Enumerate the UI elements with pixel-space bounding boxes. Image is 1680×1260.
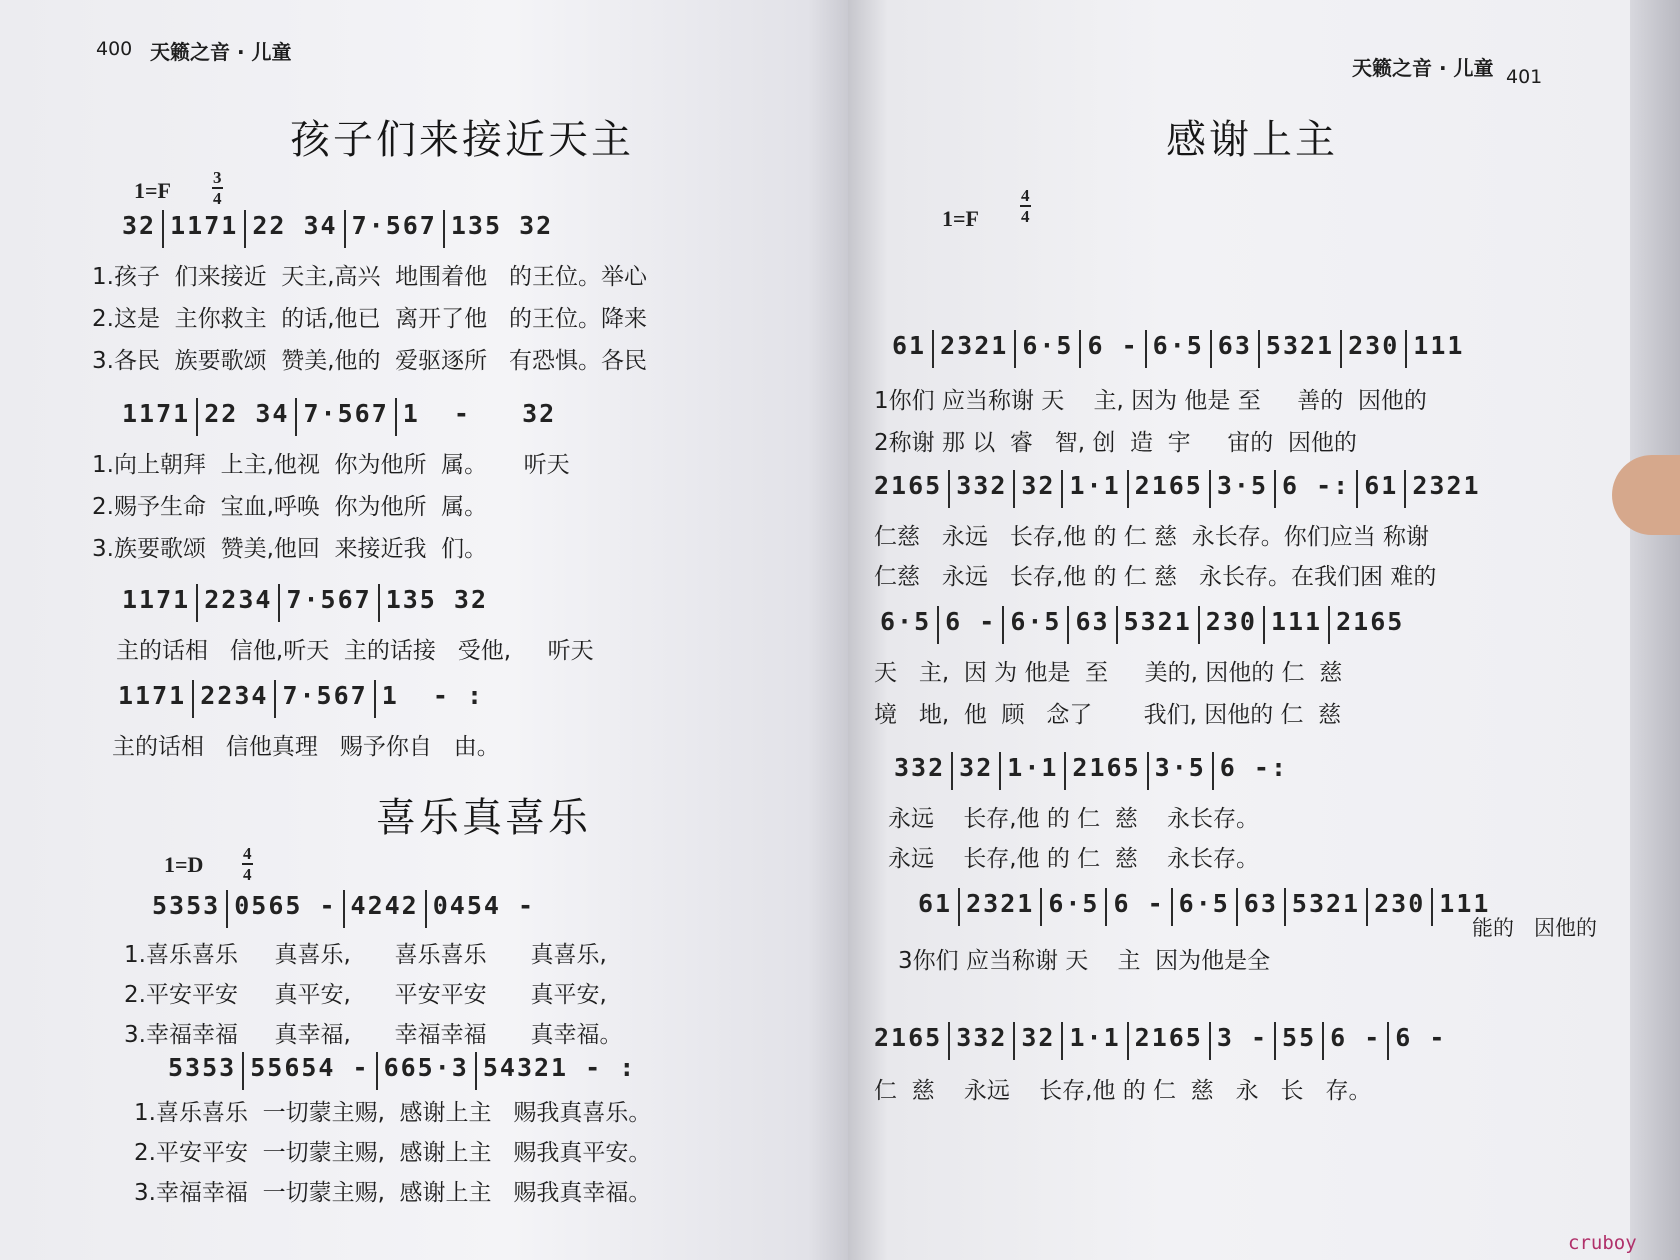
- lyric-line: 2.平安平安 真平安, 平安平安 真平安,: [124, 982, 607, 1008]
- song-title: 孩子们来接近天主: [290, 117, 634, 163]
- song-title: 感谢上主: [1166, 117, 1338, 163]
- lyric-line: 境 地, 他 顾 念了 我们, 因他的 仁 慈: [874, 702, 1342, 728]
- measure: 6·5: [1147, 330, 1212, 368]
- measure: 1·1: [1063, 470, 1128, 508]
- measure: 111: [1439, 889, 1491, 918]
- measure: 2165: [1066, 752, 1148, 790]
- notation-row-3: [874, 606, 1410, 646]
- measure: 3·5: [1149, 752, 1214, 790]
- time-signature: [212, 168, 223, 208]
- measure: 63: [1069, 606, 1117, 644]
- measure: 5321: [1260, 330, 1342, 368]
- measure: 2234: [194, 680, 276, 718]
- measure: 6 -: [939, 606, 1004, 644]
- measure: 63: [1212, 330, 1260, 368]
- measure: 1171: [112, 680, 194, 718]
- lyric-line: 主的话相 信他真理 赐予你自 由。: [112, 734, 500, 760]
- lyric-line: 永远 长存,他 的 仁 慈 永长存。: [888, 806, 1260, 832]
- notation-row-2: [868, 470, 1487, 510]
- watermark: cruboy: [1568, 1232, 1637, 1254]
- measure: 665·3: [378, 1052, 477, 1090]
- measure: 6·5: [1173, 888, 1238, 926]
- measure: 230: [1200, 606, 1265, 644]
- lyric-line: 永远 长存,他 的 仁 慈 永长存。: [888, 846, 1260, 872]
- measure: 6·5: [1042, 888, 1107, 926]
- measure: 0454 -: [432, 891, 536, 920]
- measure: 3·5: [1211, 470, 1276, 508]
- measure: 3 -: [1211, 1022, 1276, 1060]
- lyric-line: 天 主, 因 为 他是 至 美的, 因他的 仁 慈: [874, 660, 1343, 686]
- measure: 2165: [868, 1022, 950, 1060]
- notation-row-5: [912, 888, 1496, 928]
- lyric-line: 1.喜乐喜乐 真喜乐, 喜乐喜乐 真喜乐,: [124, 942, 607, 968]
- measure: 135 32: [385, 585, 489, 614]
- measure: 6 -: [1324, 1022, 1389, 1060]
- lyric-line: 1你们 应当称谢 天 主, 因为 他是 至 善的 因他的: [874, 388, 1427, 414]
- page-number-left: 400: [96, 38, 133, 60]
- lyric-line: 2.这是 主你救主 的话,他已 离开了他 的王位。降来: [92, 306, 648, 332]
- measure: 332: [950, 1022, 1015, 1060]
- key-signature: 1=F: [942, 206, 979, 231]
- key-signature: 1=F: [134, 178, 171, 203]
- measure: 1171: [116, 584, 198, 622]
- book-edge: [1630, 0, 1680, 1260]
- measure: 4242: [345, 890, 427, 928]
- lyric-line: 2.赐予生命 宝血,呼唤 你为他所 属。: [92, 494, 488, 520]
- measure: 54321 - :: [482, 1053, 637, 1082]
- notation-row-1: [116, 210, 559, 250]
- measure: 2165: [1129, 1022, 1211, 1060]
- right-page: [848, 0, 1648, 1260]
- lyric-line: 2称谢 那 以 睿 智, 创 造 宇 宙的 因他的: [874, 430, 1357, 456]
- measure: 7·567: [346, 210, 445, 248]
- lyric-line: 1.孩子 们来接近 天主,高兴 地围着他 的王位。举心: [92, 264, 648, 290]
- lyric-line: 3.各民 族要歌颂 赞美,他的 爱驱逐所 有恐惧。各民: [92, 348, 648, 374]
- measure: 111: [1413, 331, 1465, 360]
- time-top: 4: [1021, 186, 1030, 205]
- measure: 1·1: [1001, 752, 1066, 790]
- measure: 6 -: [1107, 888, 1172, 926]
- measure: 5321: [1286, 888, 1368, 926]
- lyric-line: 2.平安平安 一切蒙主赐, 感谢上主 赐我真平安。: [134, 1140, 652, 1166]
- time-top: 3: [213, 168, 222, 187]
- measure: 5321: [1118, 606, 1200, 644]
- notation-row-6: [162, 1052, 642, 1092]
- measure: 7·567: [297, 398, 396, 436]
- measure: 2321: [960, 888, 1042, 926]
- measure: 63: [1238, 888, 1286, 926]
- measure: 32: [953, 752, 1001, 790]
- measure: 1171: [116, 398, 198, 436]
- measure: 332: [888, 752, 953, 790]
- measure: 1 - :: [381, 681, 485, 710]
- measure: 2321: [1412, 471, 1481, 500]
- measure: 2165: [1129, 470, 1211, 508]
- lyric-line: 仁 慈 永远 长存,他 的 仁 慈 永 长 存。: [874, 1078, 1372, 1104]
- measure: 22 34: [198, 398, 297, 436]
- measure: 5353: [162, 1052, 244, 1090]
- measure: 1171: [164, 210, 246, 248]
- lyric-line: 仁慈 永远 长存,他 的 仁 慈 永长存。在我们困 难的: [874, 564, 1437, 590]
- notation-row-3: [116, 584, 494, 624]
- lyric-line: 1.喜乐喜乐 一切蒙主赐, 感谢上主 赐我真喜乐。: [134, 1100, 652, 1126]
- measure: 230: [1368, 888, 1433, 926]
- time-signature: [1020, 186, 1031, 226]
- measure: 55654 -: [244, 1052, 377, 1090]
- lyric-line: 3你们 应当称谢 天 主 因为他是全: [898, 948, 1271, 974]
- measure: 61: [886, 330, 934, 368]
- notation-row-2: [116, 398, 562, 438]
- measure: 2165: [1336, 607, 1405, 636]
- measure: 6·5: [1016, 330, 1081, 368]
- song-title: 喜乐真喜乐: [376, 795, 591, 841]
- measure: 2234: [198, 584, 280, 622]
- running-header-left: 天籁之音 · 儿童: [150, 40, 292, 64]
- measure: 7·567: [280, 584, 379, 622]
- measure: 22 34: [246, 210, 345, 248]
- measure: 135 32: [450, 211, 554, 240]
- measure: 5353: [146, 890, 228, 928]
- measure: 6·5: [1004, 606, 1069, 644]
- measure: 2165: [868, 470, 950, 508]
- measure: 6 -: [1395, 1023, 1447, 1052]
- lyric-line: 3.族要歌颂 赞美,他回 来接近我 们。: [92, 536, 488, 562]
- running-header-right: 天籁之音 · 儿童: [1352, 56, 1494, 80]
- page-number-right: 401: [1506, 66, 1543, 88]
- time-bottom: 4: [1021, 207, 1030, 226]
- measure: 332: [950, 470, 1015, 508]
- notation-row-4: [112, 680, 490, 720]
- notation-row-5: [146, 890, 541, 930]
- lyric-line: 能的 因他的: [1472, 916, 1598, 940]
- measure: 7·567: [276, 680, 375, 718]
- measure: 1 - 32: [402, 399, 557, 428]
- time-top: 4: [243, 844, 252, 863]
- lyric-line: 主的话相 信他,听天 主的话接 受他, 听天: [116, 638, 594, 664]
- measure: 230: [1342, 330, 1407, 368]
- measure: 0565 -: [228, 890, 344, 928]
- lyric-line: 仁慈 永远 长存,他 的 仁 慈 永长存。你们应当 称谢: [874, 524, 1430, 550]
- measure: 32: [1015, 1022, 1063, 1060]
- time-signature: [242, 844, 253, 884]
- notation-row-4: [888, 752, 1294, 792]
- measure: 61: [912, 888, 960, 926]
- lyric-line: 3.幸福幸福 一切蒙主赐, 感谢上主 赐我真幸福。: [134, 1180, 652, 1206]
- measure: 6 -:: [1276, 470, 1358, 508]
- key-signature: 1=D: [164, 852, 204, 877]
- measure: 61: [1358, 470, 1406, 508]
- measure: 1·1: [1063, 1022, 1128, 1060]
- notation-row-1: [886, 330, 1470, 370]
- lyric-line: 1.向上朝拜 上主,他视 你为他所 属。 听天: [92, 452, 570, 478]
- measure: 2321: [934, 330, 1016, 368]
- measure: 6·5: [874, 606, 939, 644]
- measure: 32: [1015, 470, 1063, 508]
- measure: 32: [116, 210, 164, 248]
- measure: 55: [1276, 1022, 1324, 1060]
- lyric-line: 3.幸福幸福 真幸福, 幸福幸福 真幸福。: [124, 1022, 623, 1048]
- measure: 111: [1265, 606, 1330, 644]
- time-bottom: 4: [243, 865, 252, 884]
- measure: 6 -:: [1219, 753, 1289, 782]
- measure: 6 -: [1081, 330, 1146, 368]
- time-bottom: 4: [213, 189, 222, 208]
- notation-row-6: [868, 1022, 1452, 1062]
